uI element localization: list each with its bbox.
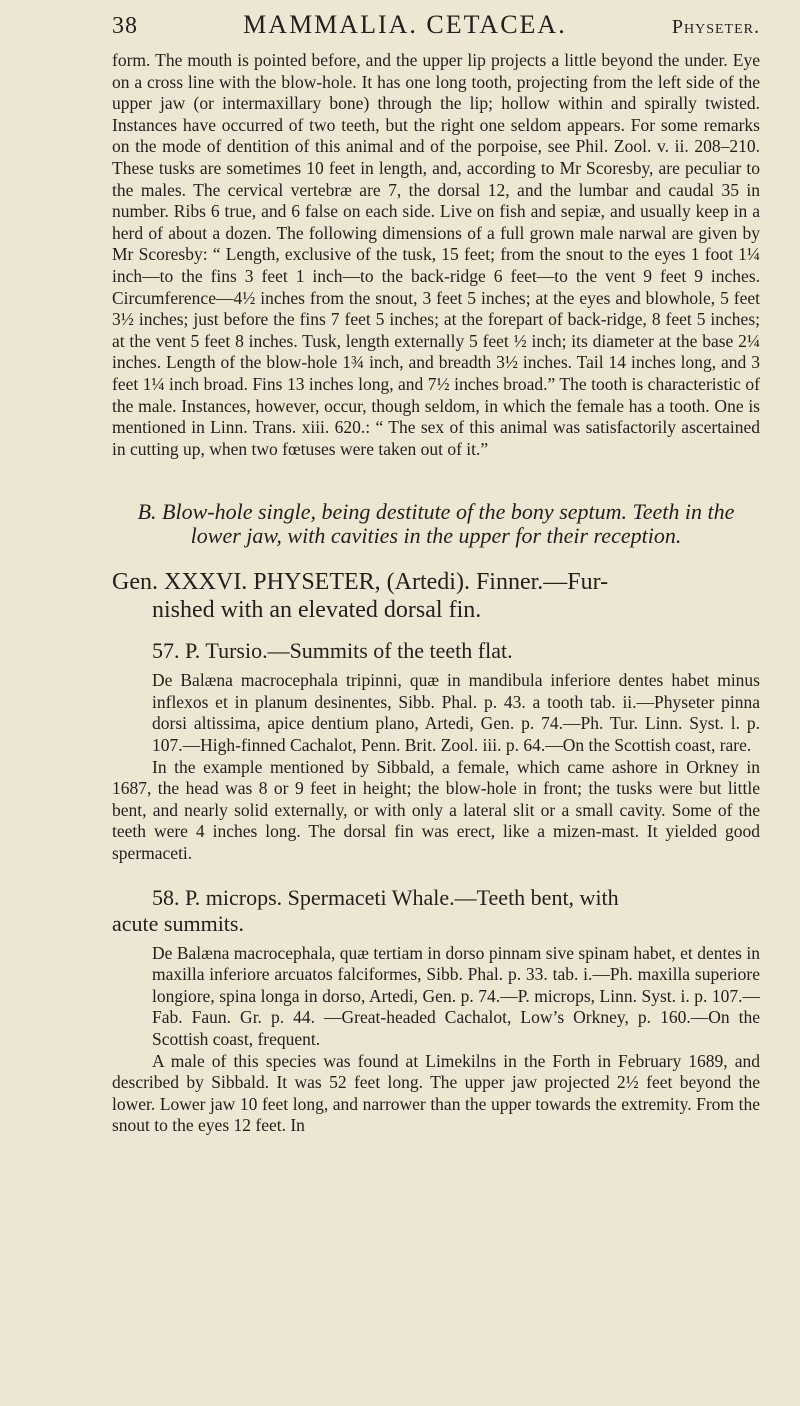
page-title: MAMMALIA. CETACEA. bbox=[243, 10, 567, 39]
species-57-paragraph: In the example mentioned by Sibbald, a female, which came ashore in Orkney in 1687, the head was 8 or 9 feet in height; the blow-hole in front; the tusks were but little bent, and nearly solid externally, or with only a lateral slit or a small cavity. Some of the teeth were 4 inches long. The dorsal fin was erect, like a mizen-mast. It yielded good spermaceti. bbox=[112, 756, 760, 864]
species-58-synonymy: De Balæna macrocephala, quæ tertiam in dorso pinnam sive spinam habet, et dentes in maxilla inferiore arcuatos falciformes, Sibb. Phal. p. 33. tab. i.—Ph. maxilla superiore longiore, spina longa in dorso, Artedi, Gen. p. 74.—P. microps, Linn. Syst. i. p. 107.—Fab. Faun. Gr. p. 44. —Great-headed Cachalot, Low’s Orkney, p. 160.—On the Scottish coast, frequent. bbox=[152, 942, 760, 1049]
species-57-title: 57. P. Tursio.—Summits of the teeth flat. bbox=[152, 638, 513, 664]
opening-paragraph: form. The mouth is pointed before, and the upper lip projects a little beyond the under. Eye on a cross line with the blow-hole. It has one long tooth, projecting from the left side of the upper jaw (or intermaxillary bone) through the lip; hollow within and spirally twisted. Instances have occurred of two teeth, but the right one seldom appears. For some remarks on the mode of dentition of this animal and of the porpoise, see Phil. Zool. v. ii. 208–210. These tusks are sometimes 10 feet in length, and, according to Mr Scoresby, are peculiar to the males. The cervical vertebræ are 7, the dorsal 12, and the lumbar and caudal 35 in number. Ribs 6 true, and 6 false on each side. Live on fish and sepiæ, and usually keep in a herd of about a dozen. The following dimensions of a full grown male narwal are given by Mr Scoresby: “ Length, exclusive of the tusk, 15 feet; from the snout to the eyes 1 foot 1¼ inch—to the fins 3 feet 1 inch—to the back-ridge 6 feet—to the vent 9 feet 9 inches. Circumference—4½ inches from the snout, 3 feet 5 inches; at the eyes and blowhole, 5 feet 3½ inches; just before the fins 7 feet 5 inches; at the forepart of back-ridge, 8 feet 5 inches; at the vent 5 feet 8 inches. Tusk, length externally 5 feet ½ inch; its diameter at the base 2¼ inches. Length of the blow-hole 1¾ inch, and breadth 3½ inches. Tail 14 inches long, and 3 feet 1¼ inch broad. Fins 13 inches long, and 7½ inches broad.” The tooth is characteristic of the male. Instances, however, occur, though seldom, in which the female has a tooth. One is mentioned in Linn. Trans. xiii. 620.: “ The sex of this animal was satisfactorily ascertained in cutting up, when two fœtuses were taken out of it.” bbox=[112, 50, 760, 459]
genus-heading bbox=[112, 568, 760, 624]
species-58-paragraph: A male of this species was found at Limekilns in the Forth in February 1689, and described by Sibbald. It was 52 feet long. The upper jaw projected 2½ feet beyond the lower. Lower jaw 10 feet long, and narrower than the upper towards the extremity. From the snout to the eyes 12 feet. In bbox=[112, 1050, 760, 1136]
page-header bbox=[112, 10, 760, 40]
section-b-heading: B. Blow-hole single, being destitute of the bony septum. Teeth in the lower jaw, with cavities in the upper for their reception. bbox=[137, 499, 735, 549]
genus-heading-continuation: nished with an elevated dorsal fin. bbox=[152, 597, 482, 624]
page-number: 38 bbox=[112, 13, 138, 39]
species-57-heading bbox=[112, 638, 760, 664]
species-58-title-continuation: acute summits. bbox=[112, 910, 244, 936]
species-58-heading bbox=[112, 885, 760, 937]
genus-heading-line: Gen. XXXVI. PHYSETER, (Artedi). Finner.—Fur- bbox=[112, 569, 609, 596]
species-57-synonymy: De Balæna macrocephala tripinni, quæ in mandibula inferiore dentes habet minus inflexos et in planum desinentes, Sibb. Phal. p. 43. a tooth tab. ii.—Physeter pinna dorsi altissima, apice dentium plano, Artedi, Gen. p. 74.—Ph. Tur. Linn. Syst. l. p. 107.—High-finned Cachalot, Penn. Brit. Zool. iii. p. 64.—On the Scottish coast, rare. bbox=[152, 670, 760, 756]
running-head: Physeter. bbox=[671, 16, 760, 38]
species-58-title: 58. P. microps. Spermaceti Whale.—Teeth bent, with bbox=[152, 884, 619, 910]
